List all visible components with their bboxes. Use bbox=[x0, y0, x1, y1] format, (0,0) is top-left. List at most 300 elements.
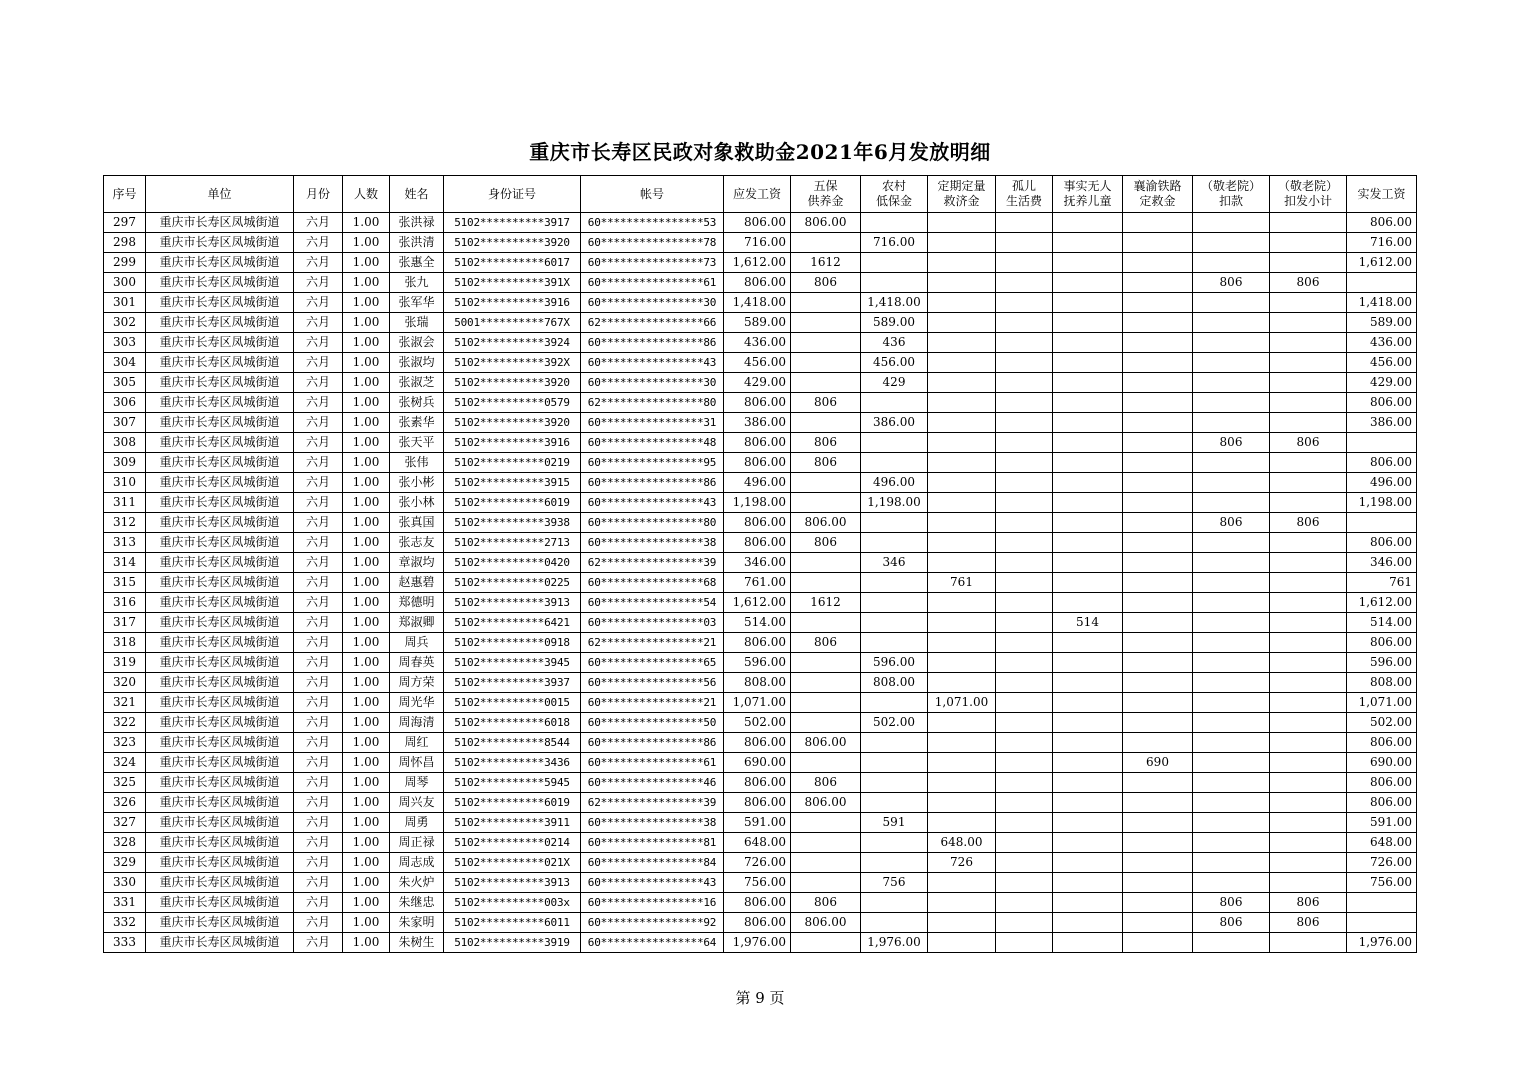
col-nursing-subtotal-cell bbox=[1270, 533, 1347, 553]
col-nursing-subtotal-cell bbox=[1270, 333, 1347, 353]
table-row bbox=[104, 913, 1417, 933]
col-nursing-deduction-cell bbox=[1193, 793, 1270, 813]
col-rural-subsistence-cell bbox=[861, 613, 928, 633]
col-railway-relief-cell bbox=[1123, 213, 1193, 233]
col-name-cell: 周兴友 bbox=[390, 793, 444, 813]
col-account-cell: 60****************68 bbox=[581, 573, 724, 593]
col-rural-subsistence-cell bbox=[861, 833, 928, 853]
col-account-cell: 60****************30 bbox=[581, 293, 724, 313]
col-orphan-living-cell bbox=[996, 873, 1053, 893]
col-unsupported-children-cell bbox=[1053, 373, 1123, 393]
col-orphan-living-cell bbox=[996, 893, 1053, 913]
col-rural-subsistence-cell bbox=[861, 633, 928, 653]
col-id-number-cell: 5102**********0219 bbox=[444, 453, 581, 473]
col-index-cell: 329 bbox=[104, 853, 146, 873]
col-nursing-deduction-cell bbox=[1193, 753, 1270, 773]
col-month-cell: 六月 bbox=[294, 573, 343, 593]
col-regular-relief-cell bbox=[928, 893, 996, 913]
col-payable-cell: 806.00 bbox=[724, 893, 791, 913]
col-rural-subsistence-cell bbox=[861, 253, 928, 273]
col-rural-subsistence-cell bbox=[861, 533, 928, 553]
col-index-cell: 316 bbox=[104, 593, 146, 613]
col-index-cell: 314 bbox=[104, 553, 146, 573]
col-id-number-cell: 5102**********3945 bbox=[444, 653, 581, 673]
col-five-guarantee-cell: 806 bbox=[791, 453, 861, 473]
col-orphan-living-cell bbox=[996, 753, 1053, 773]
col-index-cell: 333 bbox=[104, 933, 146, 953]
col-id-number-cell: 5102**********3436 bbox=[444, 753, 581, 773]
col-account-cell: 60****************50 bbox=[581, 713, 724, 733]
col-five-guarantee-cell bbox=[791, 573, 861, 593]
col-id-number-cell: 5102**********6019 bbox=[444, 793, 581, 813]
col-rural-subsistence-cell bbox=[861, 273, 928, 293]
col-unit-cell: 重庆市长寿区凤城街道 bbox=[146, 513, 294, 533]
col-id-number-cell: 5102**********392X bbox=[444, 353, 581, 373]
col-unit-cell: 重庆市长寿区凤城街道 bbox=[146, 913, 294, 933]
col-unit-cell: 重庆市长寿区凤城街道 bbox=[146, 393, 294, 413]
col-month-cell: 六月 bbox=[294, 233, 343, 253]
col-month-cell: 六月 bbox=[294, 553, 343, 573]
col-rural-subsistence-cell bbox=[861, 853, 928, 873]
col-unit-cell: 重庆市长寿区凤城街道 bbox=[146, 613, 294, 633]
table-row bbox=[104, 273, 1417, 293]
col-payable-cell: 589.00 bbox=[724, 313, 791, 333]
table-row bbox=[104, 933, 1417, 953]
col-id-number-cell: 5102**********3913 bbox=[444, 593, 581, 613]
col-id-number-cell: 5102**********0015 bbox=[444, 693, 581, 713]
col-regular-relief-cell bbox=[928, 413, 996, 433]
col-five-guarantee-cell: 806 bbox=[791, 273, 861, 293]
col-five-guarantee-cell bbox=[791, 853, 861, 873]
col-rural-subsistence-cell: 496.00 bbox=[861, 473, 928, 493]
col-id-number-cell: 5102**********2713 bbox=[444, 533, 581, 553]
col-id-number-cell: 5102**********3915 bbox=[444, 473, 581, 493]
table-row bbox=[104, 353, 1417, 373]
col-count-cell: 1.00 bbox=[343, 593, 390, 613]
col-account-cell: 60****************30 bbox=[581, 373, 724, 393]
col-nursing-deduction-cell: 806 bbox=[1193, 433, 1270, 453]
col-railway-relief-cell bbox=[1123, 493, 1193, 513]
col-nursing-deduction-cell bbox=[1193, 413, 1270, 433]
col-unit-cell: 重庆市长寿区凤城街道 bbox=[146, 813, 294, 833]
col-nursing-subtotal-cell bbox=[1270, 613, 1347, 633]
col-unsupported-children-cell bbox=[1053, 733, 1123, 753]
col-unit-cell: 重庆市长寿区凤城街道 bbox=[146, 653, 294, 673]
col-payable-cell: 456.00 bbox=[724, 353, 791, 373]
table-row bbox=[104, 593, 1417, 613]
col-month-cell: 六月 bbox=[294, 513, 343, 533]
col-orphan-living-cell bbox=[996, 733, 1053, 753]
col-five-guarantee-cell bbox=[791, 813, 861, 833]
col-actual-paid-cell: 596.00 bbox=[1347, 653, 1417, 673]
col-railway-relief-cell bbox=[1123, 793, 1193, 813]
col-unsupported-children-header: 事实无人 抚养儿童 bbox=[1053, 176, 1123, 213]
col-id-number-cell: 5102**********3937 bbox=[444, 673, 581, 693]
col-index-cell: 307 bbox=[104, 413, 146, 433]
col-regular-relief-cell: 726 bbox=[928, 853, 996, 873]
col-five-guarantee-cell bbox=[791, 613, 861, 633]
col-unit-cell: 重庆市长寿区凤城街道 bbox=[146, 633, 294, 653]
col-name-cell: 张小林 bbox=[390, 493, 444, 513]
col-payable-cell: 806.00 bbox=[724, 773, 791, 793]
col-payable-cell: 496.00 bbox=[724, 473, 791, 493]
col-nursing-subtotal-cell bbox=[1270, 473, 1347, 493]
col-regular-relief-cell bbox=[928, 793, 996, 813]
col-nursing-subtotal-cell bbox=[1270, 753, 1347, 773]
col-name-cell: 周志成 bbox=[390, 853, 444, 873]
col-index-cell: 320 bbox=[104, 673, 146, 693]
col-account-cell: 60****************16 bbox=[581, 893, 724, 913]
col-actual-paid-cell: 806.00 bbox=[1347, 533, 1417, 553]
col-nursing-subtotal-cell bbox=[1270, 233, 1347, 253]
col-index-cell: 300 bbox=[104, 273, 146, 293]
col-unsupported-children-cell bbox=[1053, 273, 1123, 293]
col-count-cell: 1.00 bbox=[343, 373, 390, 393]
col-unsupported-children-cell bbox=[1053, 493, 1123, 513]
col-unsupported-children-cell bbox=[1053, 413, 1123, 433]
col-account-cell: 62****************39 bbox=[581, 793, 724, 813]
col-name-header: 姓名 bbox=[390, 176, 444, 213]
col-nursing-subtotal-cell bbox=[1270, 833, 1347, 853]
col-nursing-subtotal-cell bbox=[1270, 253, 1347, 273]
col-payable-cell: 1,071.00 bbox=[724, 693, 791, 713]
col-nursing-deduction-cell bbox=[1193, 313, 1270, 333]
col-nursing-deduction-cell bbox=[1193, 933, 1270, 953]
table-row bbox=[104, 333, 1417, 353]
col-count-cell: 1.00 bbox=[343, 693, 390, 713]
col-railway-relief-cell bbox=[1123, 853, 1193, 873]
col-regular-relief-cell bbox=[928, 933, 996, 953]
col-regular-relief-cell bbox=[928, 233, 996, 253]
col-regular-relief-cell bbox=[928, 553, 996, 573]
col-month-cell: 六月 bbox=[294, 293, 343, 313]
table-row bbox=[104, 493, 1417, 513]
col-index-cell: 315 bbox=[104, 573, 146, 593]
col-regular-relief-cell bbox=[928, 513, 996, 533]
col-account-cell: 60****************03 bbox=[581, 613, 724, 633]
col-rural-subsistence-cell: 716.00 bbox=[861, 233, 928, 253]
col-id-number-cell: 5102**********003x bbox=[444, 893, 581, 913]
col-month-cell: 六月 bbox=[294, 693, 343, 713]
col-unsupported-children-cell bbox=[1053, 253, 1123, 273]
col-name-cell: 张九 bbox=[390, 273, 444, 293]
col-five-guarantee-cell bbox=[791, 313, 861, 333]
col-actual-paid-cell: 806.00 bbox=[1347, 773, 1417, 793]
col-account-cell: 60****************43 bbox=[581, 873, 724, 893]
col-railway-relief-cell bbox=[1123, 833, 1193, 853]
col-payable-cell: 806.00 bbox=[724, 633, 791, 653]
col-unit-cell: 重庆市长寿区凤城街道 bbox=[146, 533, 294, 553]
table-row bbox=[104, 393, 1417, 413]
col-account-cell: 60****************48 bbox=[581, 433, 724, 453]
table-row bbox=[104, 233, 1417, 253]
col-id-number-cell: 5102**********6019 bbox=[444, 493, 581, 513]
col-nursing-subtotal-cell: 806 bbox=[1270, 513, 1347, 533]
col-unit-cell: 重庆市长寿区凤城街道 bbox=[146, 493, 294, 513]
col-unsupported-children-cell bbox=[1053, 393, 1123, 413]
col-nursing-deduction-cell bbox=[1193, 573, 1270, 593]
col-orphan-living-cell bbox=[996, 693, 1053, 713]
col-railway-relief-cell bbox=[1123, 693, 1193, 713]
table-row bbox=[104, 773, 1417, 793]
col-five-guarantee-cell bbox=[791, 653, 861, 673]
col-id-number-cell: 5102**********3919 bbox=[444, 933, 581, 953]
col-nursing-deduction-cell bbox=[1193, 813, 1270, 833]
col-account-cell: 60****************86 bbox=[581, 333, 724, 353]
col-count-cell: 1.00 bbox=[343, 933, 390, 953]
col-regular-relief-cell bbox=[928, 633, 996, 653]
col-name-cell: 朱树生 bbox=[390, 933, 444, 953]
col-orphan-living-cell bbox=[996, 293, 1053, 313]
col-unsupported-children-cell bbox=[1053, 713, 1123, 733]
col-unit-cell: 重庆市长寿区凤城街道 bbox=[146, 693, 294, 713]
col-account-cell: 60****************56 bbox=[581, 673, 724, 693]
col-count-cell: 1.00 bbox=[343, 833, 390, 853]
table-row bbox=[104, 413, 1417, 433]
col-payable-cell: 806.00 bbox=[724, 213, 791, 233]
table-row bbox=[104, 453, 1417, 473]
col-orphan-living-cell bbox=[996, 353, 1053, 373]
col-five-guarantee-cell bbox=[791, 493, 861, 513]
col-payable-cell: 1,612.00 bbox=[724, 593, 791, 613]
table-row bbox=[104, 433, 1417, 453]
col-month-cell: 六月 bbox=[294, 593, 343, 613]
col-rural-subsistence-cell bbox=[861, 893, 928, 913]
col-nursing-subtotal-cell bbox=[1270, 873, 1347, 893]
col-month-cell: 六月 bbox=[294, 893, 343, 913]
col-nursing-subtotal-cell bbox=[1270, 573, 1347, 593]
col-nursing-deduction-cell: 806 bbox=[1193, 513, 1270, 533]
table-header bbox=[104, 176, 1417, 213]
col-actual-paid-cell: 761 bbox=[1347, 573, 1417, 593]
col-name-cell: 周光华 bbox=[390, 693, 444, 713]
col-count-cell: 1.00 bbox=[343, 813, 390, 833]
col-month-cell: 六月 bbox=[294, 493, 343, 513]
col-count-cell: 1.00 bbox=[343, 533, 390, 553]
page-title: 重庆市长寿区民政对象救助金2021年6月发放明细 bbox=[529, 140, 991, 164]
col-unit-cell: 重庆市长寿区凤城街道 bbox=[146, 553, 294, 573]
col-nursing-subtotal-cell bbox=[1270, 373, 1347, 393]
col-rural-subsistence-cell: 591 bbox=[861, 813, 928, 833]
col-nursing-subtotal-cell bbox=[1270, 773, 1347, 793]
col-orphan-living-cell bbox=[996, 413, 1053, 433]
col-unit-header: 单位 bbox=[146, 176, 294, 213]
col-rural-subsistence-cell bbox=[861, 913, 928, 933]
col-orphan-living-cell bbox=[996, 493, 1053, 513]
table-row bbox=[104, 873, 1417, 893]
col-index-cell: 323 bbox=[104, 733, 146, 753]
col-account-cell: 62****************66 bbox=[581, 313, 724, 333]
col-regular-relief-cell bbox=[928, 593, 996, 613]
col-nursing-subtotal-cell bbox=[1270, 693, 1347, 713]
col-orphan-living-cell bbox=[996, 313, 1053, 333]
col-five-guarantee-cell: 1612 bbox=[791, 253, 861, 273]
col-account-cell: 60****************54 bbox=[581, 593, 724, 613]
col-payable-cell: 1,976.00 bbox=[724, 933, 791, 953]
col-payable-cell: 429.00 bbox=[724, 373, 791, 393]
col-unsupported-children-cell bbox=[1053, 673, 1123, 693]
col-name-cell: 周红 bbox=[390, 733, 444, 753]
col-month-cell: 六月 bbox=[294, 533, 343, 553]
col-unit-cell: 重庆市长寿区凤城街道 bbox=[146, 833, 294, 853]
col-month-cell: 六月 bbox=[294, 833, 343, 853]
col-five-guarantee-cell bbox=[791, 753, 861, 773]
col-index-cell: 326 bbox=[104, 793, 146, 813]
col-count-cell: 1.00 bbox=[343, 573, 390, 593]
col-name-cell: 周勇 bbox=[390, 813, 444, 833]
col-nursing-subtotal-cell: 806 bbox=[1270, 913, 1347, 933]
col-count-cell: 1.00 bbox=[343, 853, 390, 873]
col-rural-subsistence-cell: 596.00 bbox=[861, 653, 928, 673]
col-actual-paid-cell: 716.00 bbox=[1347, 233, 1417, 253]
col-actual-paid-cell: 808.00 bbox=[1347, 673, 1417, 693]
col-nursing-subtotal-cell: 806 bbox=[1270, 893, 1347, 913]
col-nursing-subtotal-cell bbox=[1270, 313, 1347, 333]
col-month-cell: 六月 bbox=[294, 313, 343, 333]
col-five-guarantee-cell bbox=[791, 373, 861, 393]
col-five-guarantee-cell bbox=[791, 693, 861, 713]
col-orphan-living-cell bbox=[996, 513, 1053, 533]
col-month-cell: 六月 bbox=[294, 653, 343, 673]
col-month-cell: 六月 bbox=[294, 753, 343, 773]
col-rural-subsistence-cell: 429 bbox=[861, 373, 928, 393]
table-row bbox=[104, 373, 1417, 393]
col-id-number-cell: 5102**********0214 bbox=[444, 833, 581, 853]
col-unsupported-children-cell bbox=[1053, 513, 1123, 533]
col-nursing-deduction-cell bbox=[1193, 833, 1270, 853]
col-rural-subsistence-cell: 502.00 bbox=[861, 713, 928, 733]
col-index-cell: 306 bbox=[104, 393, 146, 413]
col-name-cell: 张惠全 bbox=[390, 253, 444, 273]
col-actual-paid-cell bbox=[1347, 913, 1417, 933]
col-month-cell: 六月 bbox=[294, 413, 343, 433]
col-index-header: 序号 bbox=[104, 176, 146, 213]
col-actual-paid-cell: 756.00 bbox=[1347, 873, 1417, 893]
col-rural-subsistence-cell bbox=[861, 753, 928, 773]
col-rural-subsistence-cell: 1,976.00 bbox=[861, 933, 928, 953]
col-five-guarantee-cell bbox=[791, 933, 861, 953]
col-id-number-cell: 5001**********767X bbox=[444, 313, 581, 333]
col-id-number-cell: 5102**********5945 bbox=[444, 773, 581, 793]
table-row bbox=[104, 833, 1417, 853]
col-regular-relief-cell bbox=[928, 293, 996, 313]
col-account-cell: 60****************21 bbox=[581, 693, 724, 713]
col-actual-paid-cell: 436.00 bbox=[1347, 333, 1417, 353]
col-unsupported-children-cell bbox=[1053, 573, 1123, 593]
col-index-cell: 309 bbox=[104, 453, 146, 473]
col-count-cell: 1.00 bbox=[343, 893, 390, 913]
col-nursing-deduction-cell bbox=[1193, 773, 1270, 793]
col-actual-paid-cell: 591.00 bbox=[1347, 813, 1417, 833]
col-month-cell: 六月 bbox=[294, 273, 343, 293]
col-regular-relief-cell bbox=[928, 733, 996, 753]
col-account-cell: 60****************61 bbox=[581, 273, 724, 293]
col-payable-cell: 806.00 bbox=[724, 793, 791, 813]
col-orphan-living-cell bbox=[996, 393, 1053, 413]
col-name-cell: 章淑均 bbox=[390, 553, 444, 573]
col-regular-relief-cell bbox=[928, 353, 996, 373]
col-month-cell: 六月 bbox=[294, 913, 343, 933]
col-actual-paid-cell: 726.00 bbox=[1347, 853, 1417, 873]
col-orphan-living-cell bbox=[996, 373, 1053, 393]
col-name-cell: 朱家明 bbox=[390, 913, 444, 933]
col-name-cell: 张洪禄 bbox=[390, 213, 444, 233]
col-count-cell: 1.00 bbox=[343, 293, 390, 313]
col-nursing-deduction-cell bbox=[1193, 353, 1270, 373]
col-actual-paid-cell: 690.00 bbox=[1347, 753, 1417, 773]
col-account-cell: 60****************86 bbox=[581, 473, 724, 493]
col-nursing-deduction-cell: 806 bbox=[1193, 913, 1270, 933]
col-count-cell: 1.00 bbox=[343, 413, 390, 433]
col-orphan-living-cell bbox=[996, 253, 1053, 273]
col-unit-cell: 重庆市长寿区凤城街道 bbox=[146, 253, 294, 273]
table-row bbox=[104, 613, 1417, 633]
col-rural-subsistence-cell bbox=[861, 793, 928, 813]
col-payable-cell: 806.00 bbox=[724, 513, 791, 533]
table-row bbox=[104, 753, 1417, 773]
col-payable-cell: 1,418.00 bbox=[724, 293, 791, 313]
col-name-cell: 张军华 bbox=[390, 293, 444, 313]
col-actual-paid-cell: 514.00 bbox=[1347, 613, 1417, 633]
col-index-cell: 332 bbox=[104, 913, 146, 933]
col-regular-relief-cell bbox=[928, 913, 996, 933]
col-id-number-header: 身份证号 bbox=[444, 176, 581, 213]
col-rural-subsistence-cell: 436 bbox=[861, 333, 928, 353]
page-number: 第 9 页 bbox=[735, 989, 785, 1007]
col-rural-subsistence-cell bbox=[861, 393, 928, 413]
col-regular-relief-cell bbox=[928, 373, 996, 393]
col-five-guarantee-cell: 806 bbox=[791, 433, 861, 453]
col-index-cell: 324 bbox=[104, 753, 146, 773]
col-payable-cell: 806.00 bbox=[724, 733, 791, 753]
col-month-cell: 六月 bbox=[294, 733, 343, 753]
col-orphan-living-cell bbox=[996, 233, 1053, 253]
col-nursing-subtotal-cell bbox=[1270, 673, 1347, 693]
col-nursing-deduction-cell bbox=[1193, 393, 1270, 413]
col-rural-subsistence-cell bbox=[861, 453, 928, 473]
col-railway-relief-cell bbox=[1123, 573, 1193, 593]
col-month-cell: 六月 bbox=[294, 853, 343, 873]
col-nursing-subtotal-header: （敬老院） 扣发小计 bbox=[1270, 176, 1347, 213]
col-id-number-cell: 5102**********3917 bbox=[444, 213, 581, 233]
col-name-cell: 张伟 bbox=[390, 453, 444, 473]
col-regular-relief-cell bbox=[928, 393, 996, 413]
col-month-cell: 六月 bbox=[294, 793, 343, 813]
col-name-cell: 周方荣 bbox=[390, 673, 444, 693]
col-five-guarantee-cell: 806 bbox=[791, 533, 861, 553]
col-unsupported-children-cell bbox=[1053, 473, 1123, 493]
col-id-number-cell: 5102**********3916 bbox=[444, 433, 581, 453]
col-five-guarantee-cell bbox=[791, 673, 861, 693]
table-row bbox=[104, 853, 1417, 873]
col-actual-paid-cell: 648.00 bbox=[1347, 833, 1417, 853]
col-unit-cell: 重庆市长寿区凤城街道 bbox=[146, 873, 294, 893]
col-rural-subsistence-cell: 1,418.00 bbox=[861, 293, 928, 313]
table-row bbox=[104, 573, 1417, 593]
col-account-cell: 60****************84 bbox=[581, 853, 724, 873]
col-account-cell: 60****************43 bbox=[581, 493, 724, 513]
col-index-cell: 297 bbox=[104, 213, 146, 233]
col-regular-relief-cell bbox=[928, 433, 996, 453]
col-account-cell: 60****************65 bbox=[581, 653, 724, 673]
col-nursing-deduction-cell bbox=[1193, 673, 1270, 693]
col-railway-relief-cell bbox=[1123, 813, 1193, 833]
col-regular-relief-cell bbox=[928, 653, 996, 673]
col-actual-paid-cell: 806.00 bbox=[1347, 633, 1417, 653]
col-unsupported-children-cell bbox=[1053, 853, 1123, 873]
col-orphan-living-cell bbox=[996, 613, 1053, 633]
col-nursing-subtotal-cell bbox=[1270, 393, 1347, 413]
